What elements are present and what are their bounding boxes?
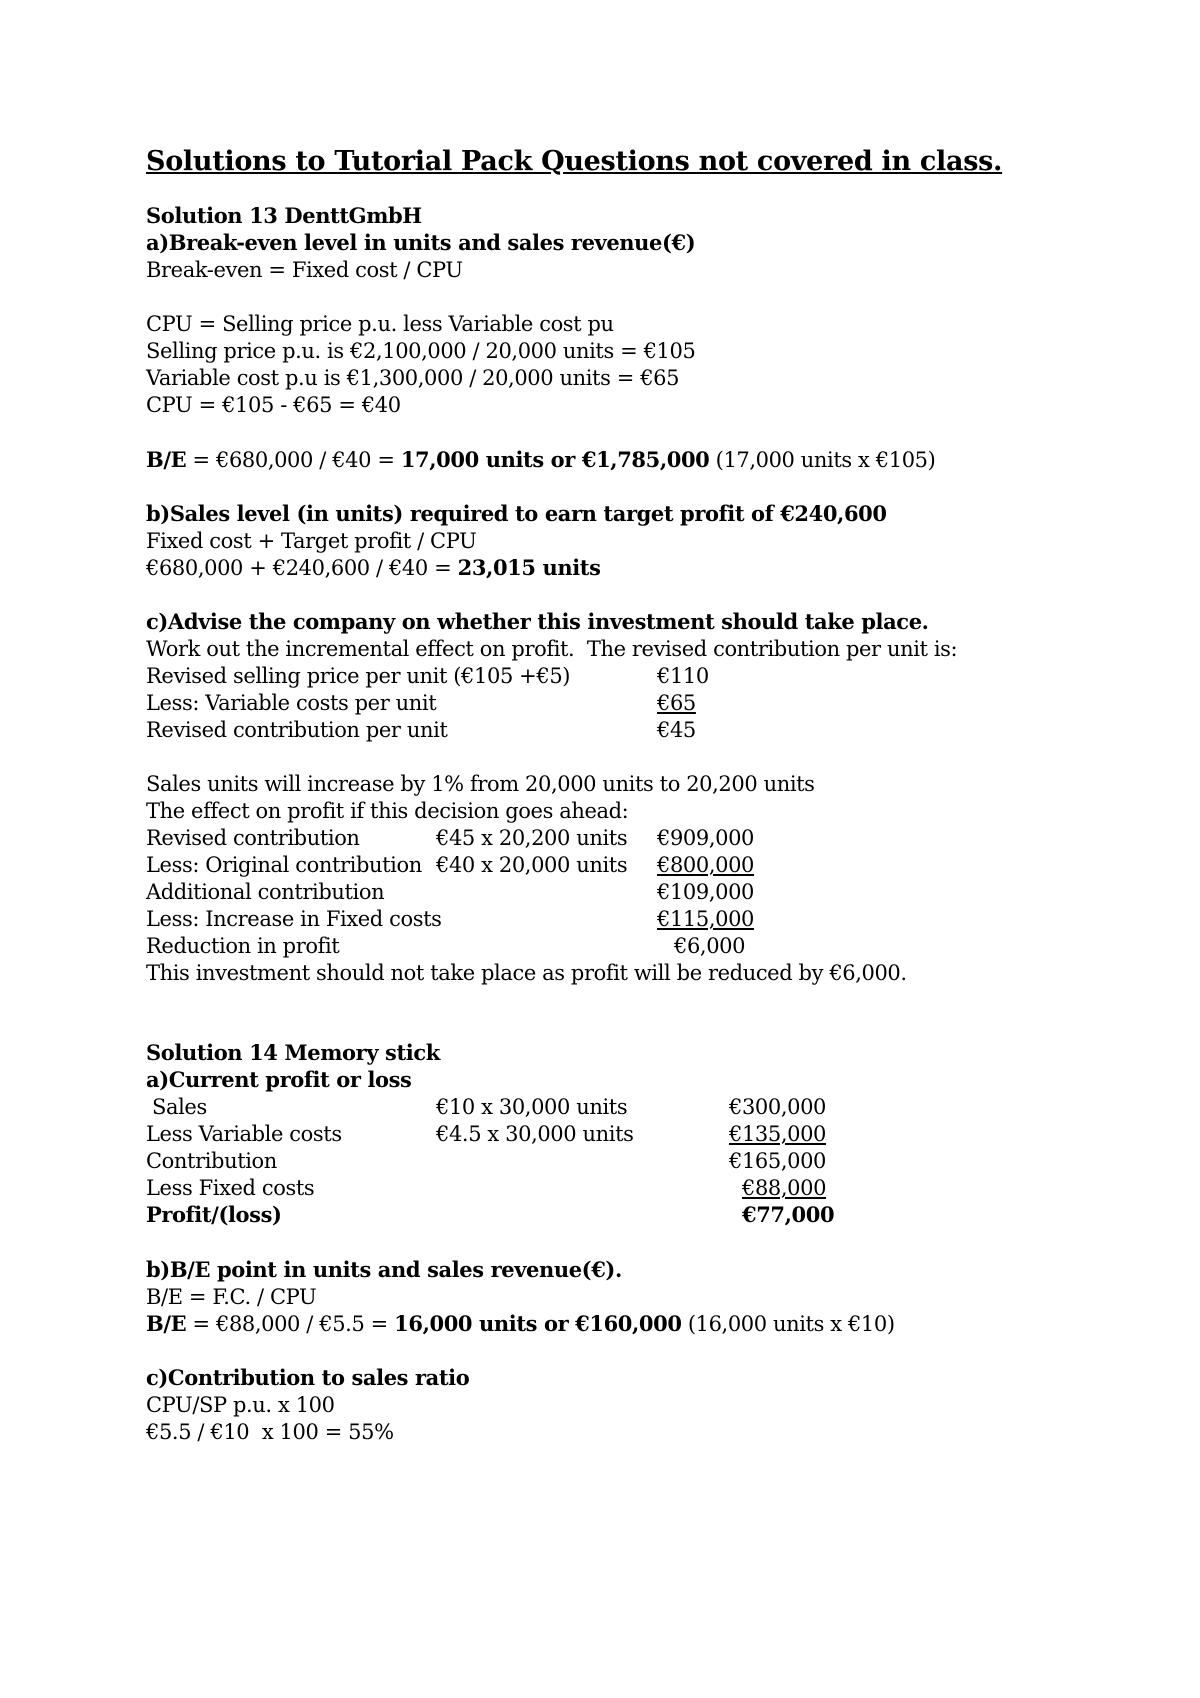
pl-row-label: Contribution [146,1149,277,1173]
solution-13-heading: Solution 13 DenttGmbH [146,203,422,228]
s14-c-line-1: CPU/SP p.u. x 100 [146,1393,335,1417]
s14-c-line-2: €5.5 / €10 x 100 = 55% [146,1420,394,1444]
effect-row-value: €909,000 [657,826,755,850]
be-note: (16,000 units x €10) [681,1312,895,1336]
s13-b-line-1: Fixed cost + Target profit / CPU [146,529,477,553]
revised-row-label: Revised selling price per unit (€105 +€5) [146,664,571,688]
s13-part-a-heading: a)Break-even level in units and sales revenue(€) [146,230,696,255]
s13-conclusion: This investment should not take place as profit will be reduced by €6,000. [146,961,907,985]
revised-row-value: €110 [657,664,709,688]
pl-row-value: €88,000 [742,1176,827,1200]
s13-b-line-2 [146,554,601,582]
effect-row-label: Additional contribution [146,880,385,904]
s13-a-line-4: Variable cost p.u is €1,300,000 / 20,000 units = €65 [146,366,680,390]
effect-row-value: €800,000 [657,853,755,877]
pl-row-calc: €4.5 x 30,000 units [436,1122,634,1146]
revised-row-value: €45 [657,718,696,742]
be-calc: = €680,000 / €40 = [186,448,401,472]
s14-breakeven-result [146,1310,895,1338]
effect-row-value: €6,000 [674,934,746,958]
effect-row-label: Less: Increase in Fixed costs [146,907,442,931]
be-label: B/E [146,1311,187,1336]
pl-row-calc: €10 x 30,000 units [436,1095,628,1119]
pl-row-label: Less Variable costs [146,1122,342,1146]
be-answer: 16,000 units or €160,000 [394,1311,682,1336]
pl-row-label: Less Fixed costs [146,1176,315,1200]
pl-row-value: €165,000 [729,1149,827,1173]
be-note: (17,000 units x €105) [709,448,936,472]
be-calc: = €88,000 / €5.5 = [186,1312,395,1336]
pl-row-label: Sales [152,1095,207,1119]
s13-a-line-1: Break-even = Fixed cost / CPU [146,258,463,282]
document-page [146,0,1156,1698]
effect-row-calc: €40 x 20,000 units [436,853,628,877]
s13-a-line-2: CPU = Selling price p.u. less Variable cost pu [146,312,614,336]
s13-a-line-3: Selling price p.u. is €2,100,000 / 20,000 units = €105 [146,339,696,363]
page-title: Solutions to Tutorial Pack Questions not covered in class. [146,146,1003,177]
revised-row-label: Revised contribution per unit [146,718,448,742]
effect-row-value: €109,000 [657,880,755,904]
target-calc: €680,000 + €240,600 / €40 = [146,556,458,580]
s13-part-c-heading: c)Advise the company on whether this investment should take place. [146,609,929,634]
effect-row-label: Less: Original contribution [146,853,422,877]
s14-part-c-heading: c)Contribution to sales ratio [146,1365,470,1390]
pl-row-label: Profit/(loss) [146,1202,282,1227]
effect-row-value: €115,000 [657,907,755,931]
pl-row-value: €77,000 [742,1202,835,1227]
revised-row-label: Less: Variable costs per unit [146,691,437,715]
s14-part-b-heading: b)B/E point in units and sales revenue(€). [146,1257,622,1282]
s13-a-line-5: CPU = €105 - €65 = €40 [146,393,401,417]
pl-row-value: €300,000 [729,1095,827,1119]
s13-c-line-3: The effect on profit if this decision goes ahead: [146,799,629,823]
effect-row-calc: €45 x 20,200 units [436,826,628,850]
effect-row-label: Revised contribution [146,826,360,850]
be-answer: 17,000 units or €1,785,000 [400,447,710,472]
s13-breakeven-result [146,446,935,474]
pl-row-value: €135,000 [729,1122,827,1146]
solution-14-heading: Solution 14 Memory stick [146,1040,440,1065]
s13-c-line-2: Sales units will increase by 1% from 20,000 units to 20,200 units [146,772,815,796]
s14-part-a-heading: a)Current profit or loss [146,1067,412,1092]
s13-part-b-heading: b)Sales level (in units) required to earn target profit of €240,600 [146,501,887,526]
effect-row-label: Reduction in profit [146,934,340,958]
target-answer: 23,015 units [457,555,601,580]
revised-row-value: €65 [657,691,696,715]
s13-c-line-1: Work out the incremental effect on profit. The revised contribution per unit is: [146,637,958,661]
s14-b-line-1: B/E = F.C. / CPU [146,1285,317,1309]
be-label: B/E [146,447,187,472]
